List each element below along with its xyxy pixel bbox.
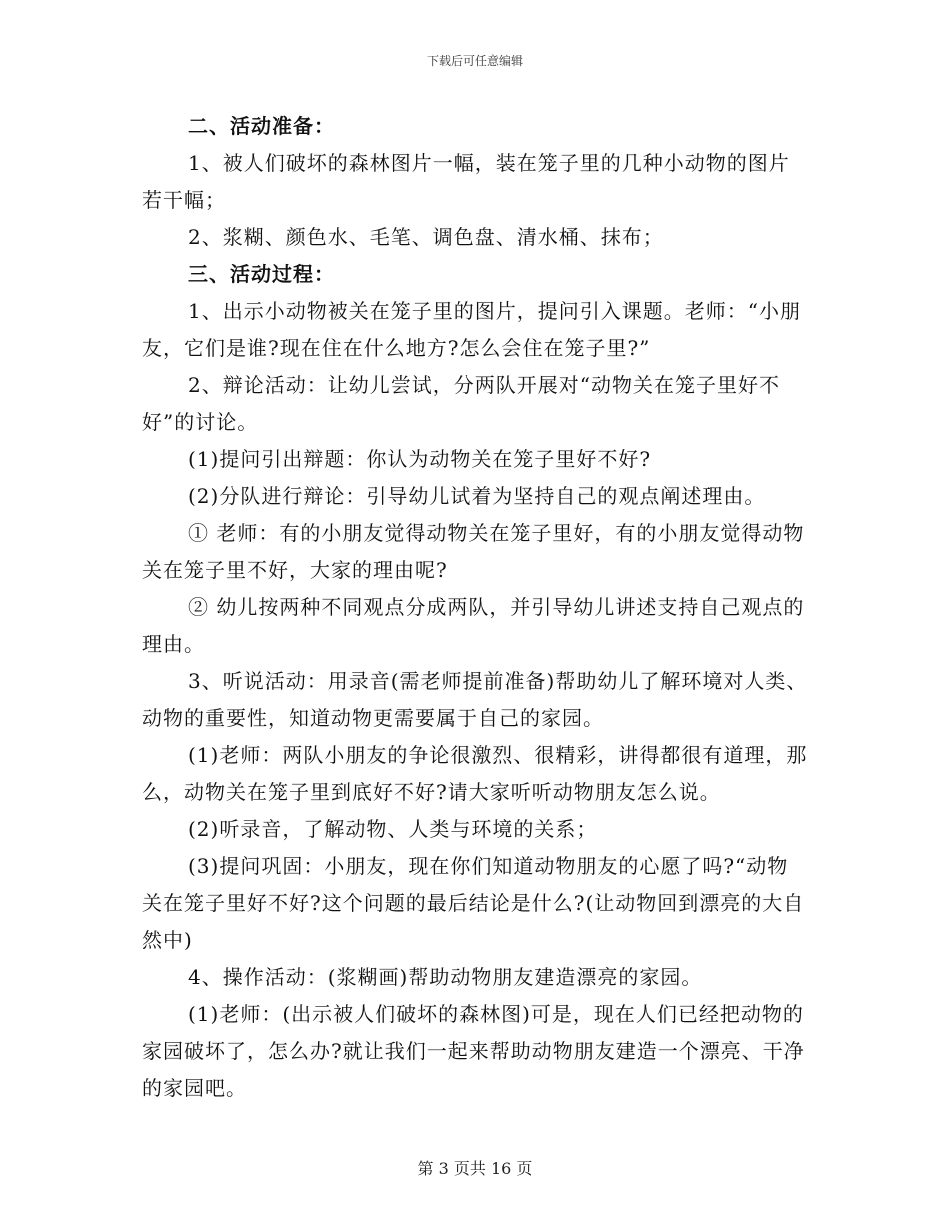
page-footer: 第 3 页共 16 页 xyxy=(417,1159,533,1178)
paragraph: 2、辩论活动：让幼儿尝试，分两队开展对“动物关在笼子里好不好”的讨论。 xyxy=(142,373,780,434)
paragraph: 4、操作活动：(浆糊画)帮助动物朋友建造漂亮的家园。 xyxy=(188,965,703,989)
section-heading-process: 三、活动过程： xyxy=(188,262,335,286)
paragraph: 1、出示小动物被关在笼子里的图片，提问引入课题。老师：“小朋友，它们是谁?现在住在什么地方?怎么会住在笼子里?” xyxy=(142,299,801,360)
paragraph: ② 幼儿按两种不同观点分成两队，并引导幼儿讲述支持自己观点的理由。 xyxy=(142,595,805,656)
paragraph: 1、被人们破坏的森林图片一幅，装在笼子里的几种小动物的图片若干幅； xyxy=(142,151,790,212)
paragraph: 2、浆糊、颜色水、毛笔、调色盘、清水桶、抹布； xyxy=(188,225,664,249)
paragraph: ① 老师：有的小朋友觉得动物关在笼子里好，有的小朋友觉得动物关在笼子里不好，大家的理由呢? xyxy=(142,521,805,582)
paragraph: (2)分队进行辩论：引导幼儿试着为坚持自己的观点阐述理由。 xyxy=(188,484,766,508)
paragraph: (3)提问巩固：小朋友，现在你们知道动物朋友的心愿了吗?“动物关在笼子里好不好?这个问题的最后结论是什么?(让动物回到漂亮的大自然中) xyxy=(142,854,805,952)
page-header: 下载后可任意编辑 xyxy=(426,54,523,68)
paragraph: 3、听说活动：用录音(需老师提前准备)帮助幼儿了解环境对人类、动物的重要性，知道动物更需要属于自己的家园。 xyxy=(142,669,808,730)
paragraph: (1)提问引出辩题：你认为动物关在笼子里好不好? xyxy=(188,447,652,471)
section-heading-preparation: 二、活动准备： xyxy=(188,114,335,138)
paragraph: (1)老师：(出示被人们破坏的森林图)可是，现在人们已经把动物的家园破坏了，怎么办?就让我们一起来帮助动物朋友建造一个漂亮、干净的家园吧。 xyxy=(142,1002,805,1100)
paragraph: (1)老师：两队小朋友的争论很激烈、很精彩，讲得都很有道理，那么，动物关在笼子里到底好不好?请大家听听动物朋友怎么说。 xyxy=(142,743,808,804)
document-body xyxy=(142,108,808,1107)
paragraph: (2)听录音，了解动物、人类与环境的关系； xyxy=(188,817,598,841)
